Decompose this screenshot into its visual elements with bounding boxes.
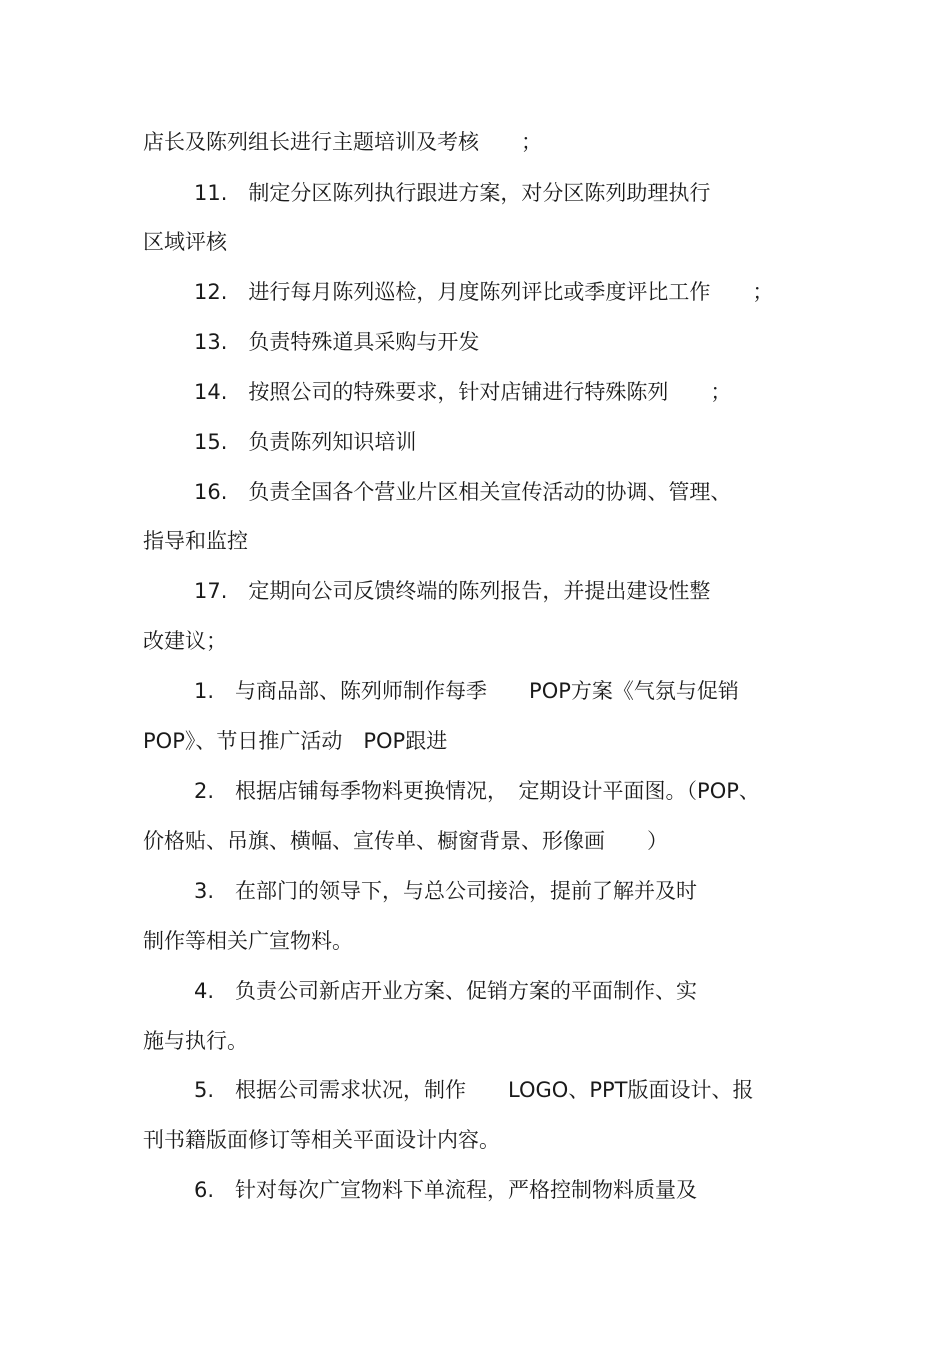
list-item: 14. 按照公司的特殊要求，针对店铺进行特殊陈列 ； — [194, 380, 732, 404]
text-line: 制作等相关广宣物料。 — [143, 929, 353, 953]
list-item: 5. 根据公司需求状况，制作 LOGO、PPT版面设计、报 — [194, 1078, 754, 1102]
text-line: 区域评核 — [143, 230, 227, 254]
text-line: 店长及陈列组长进行主题培训及考核 ； — [143, 130, 542, 154]
list-item: 16. 负责全国各个营业片区相关宣传活动的协调、管理、 — [194, 480, 732, 504]
list-item: 2. 根据店铺每季物料更换情况， 定期设计平面图。（POP、 — [194, 779, 760, 803]
list-item: 15. 负责陈列知识培训 — [194, 430, 417, 454]
list-item: 17. 定期向公司反馈终端的陈列报告，并提出建设性整 — [194, 579, 711, 603]
list-item: 13. 负责特殊道具采购与开发 — [194, 330, 480, 354]
text-line: POP》、节日推广活动 POP跟进 — [143, 729, 448, 753]
text-line: 施与执行。 — [143, 1029, 248, 1053]
list-item: 12. 进行每月陈列巡检，月度陈列评比或季度评比工作 ； — [194, 280, 774, 304]
list-item: 6. 针对每次广宣物料下单流程，严格控制物料质量及 — [194, 1178, 698, 1202]
text-line: 指导和监控 — [143, 529, 248, 553]
list-item: 11. 制定分区陈列执行跟进方案，对分区陈列助理执行 — [194, 181, 711, 205]
text-line: 刊书籍版面修订等相关平面设计内容。 — [143, 1128, 500, 1152]
list-item: 1. 与商品部、陈列师制作每季 POP方案《气氛与促销 — [194, 679, 739, 703]
list-item: 4. 负责公司新店开业方案、促销方案的平面制作、实 — [194, 979, 698, 1003]
text-line: 改建议； — [143, 629, 227, 653]
text-line: 价格贴、吊旗、横幅、宣传单、橱窗背景、形像画 ） — [143, 829, 668, 853]
list-item: 3. 在部门的领导下，与总公司接洽，提前了解并及时 — [194, 879, 698, 903]
